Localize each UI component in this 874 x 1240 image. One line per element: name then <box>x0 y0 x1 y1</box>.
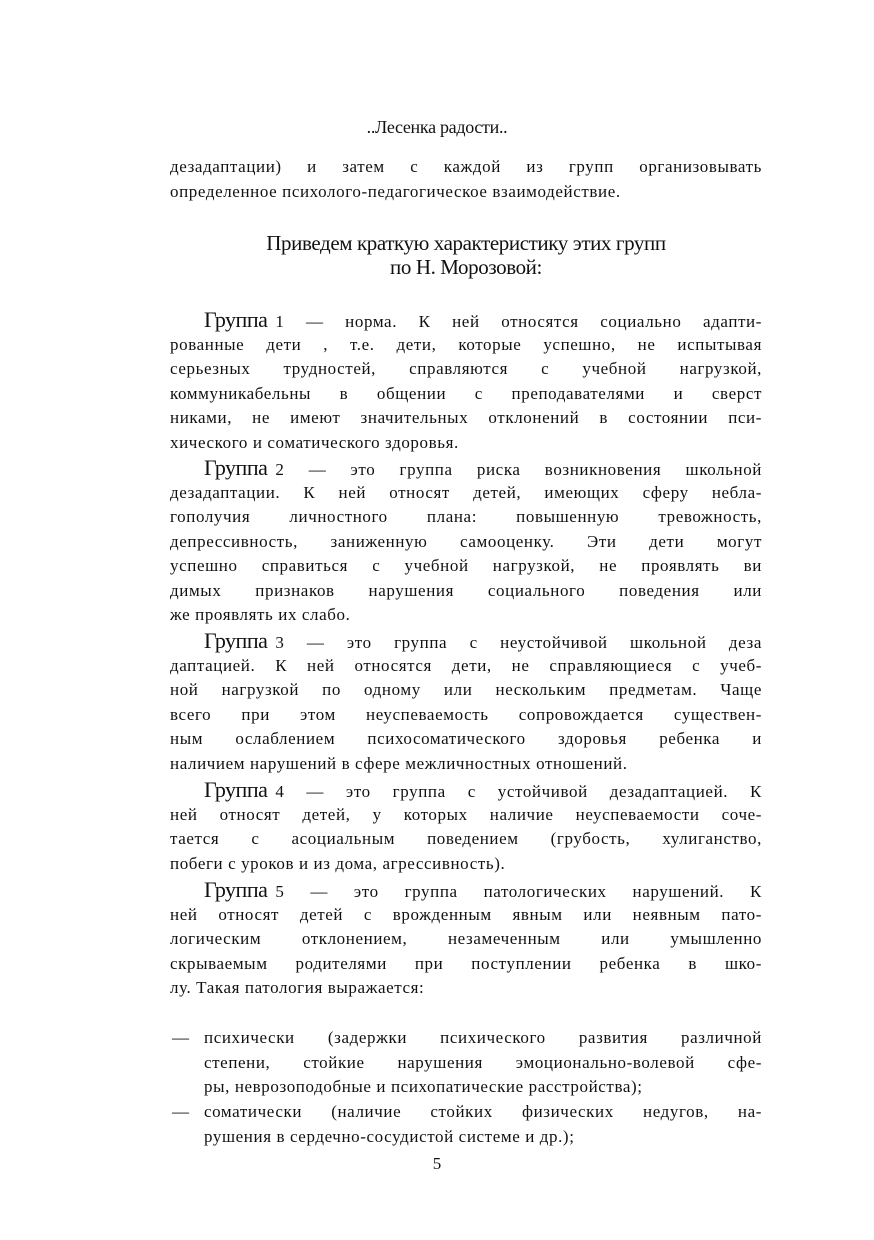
text-line: димых признаков нарушения социального поведения или <box>170 580 762 600</box>
text-line: всего при этом неуспеваемость сопровождается существен- <box>170 704 762 724</box>
text-line: ней относят детей с врожденным явным или неявным пато- <box>170 904 762 924</box>
group-label: Группа <box>204 455 268 480</box>
text-line: же проявлять их слабо. <box>170 605 351 624</box>
text-line: ней относят детей, у которых наличие неуспеваемости соче- <box>170 804 762 824</box>
text-line: побеги с уроков и из дома, агрессивность). <box>170 853 506 873</box>
dash-bullet: — <box>172 1102 189 1121</box>
text-line: соматически (наличие стойких физических недугов, на- <box>204 1102 762 1121</box>
text-line <box>170 778 762 803</box>
text-line: степени, стойкие нарушения эмоционально-волевой сфе- <box>204 1052 762 1072</box>
text-fragment: 1 — норма. К ней относятся социально адапти- <box>275 312 762 331</box>
group-label: Группа <box>204 777 268 802</box>
text-line: рованные дети , т.е. дети, которые успешно, не испытывая <box>170 334 762 354</box>
section-heading <box>170 231 762 279</box>
text-line: коммуникабельны в общении с преподавателями и сверст <box>170 383 762 403</box>
group-paragraph-4 <box>170 778 762 876</box>
text-fragment: 3 — это группа с неустойчивой школьной деза <box>275 633 762 652</box>
text-line: даптацией. К ней относятся дети, не справляющиеся с учеб- <box>170 655 762 675</box>
list-item <box>170 1100 762 1149</box>
list-item <box>170 1026 762 1100</box>
dash-bullet: — <box>172 1028 189 1047</box>
text-fragment: 2 — это группа риска возникновения школьной <box>275 460 762 479</box>
text-fragment: 5 — это группа патологических нарушений. К <box>275 882 762 901</box>
text-line: дезадаптации) и затем с каждой из групп организовывать <box>170 157 762 176</box>
running-header: ..Лесенка радости.. <box>366 117 508 137</box>
text-line: хического и соматического здоровья. <box>170 432 459 452</box>
text-line: определенное психолого-педагогическое взаимодействие. <box>170 181 621 201</box>
text-line: ной нагрузкой по одному или нескольким предметам. Чаще <box>170 680 762 699</box>
text-line: никами, не имеют значительных отклонений в состоянии пси- <box>170 408 762 427</box>
page-number: 5 <box>432 1154 442 1173</box>
text-line: психически (задержки психического развития различной <box>204 1028 762 1047</box>
text-line: успешно справиться с учебной нагрузкой, не проявлять ви <box>170 556 762 575</box>
text-fragment: 4 — это группа с устойчивой дезадаптацией. К <box>275 782 762 801</box>
text-line <box>170 308 762 333</box>
group-label: Группа <box>204 307 268 332</box>
group-label: Группа <box>204 628 268 653</box>
group-paragraph-3 <box>170 629 762 776</box>
text-line: скрываемым родителями при поступлении ребенка в шко- <box>170 953 762 973</box>
group-paragraph-2 <box>170 456 762 628</box>
text-line: ным ослаблением психосоматического здоровья ребенка и <box>170 729 762 748</box>
text-line <box>170 456 762 481</box>
text-line: дезадаптации. К ней относят детей, имеющих сферу небла- <box>170 482 762 502</box>
intro-paragraph <box>170 155 762 204</box>
text-line: наличием нарушений в сфере межличностных отношений. <box>170 753 628 773</box>
heading-line: Приведем краткую характеристику этих групп <box>266 231 666 255</box>
text-line: лу. Такая патология выражается: <box>170 978 425 997</box>
text-line: логическим отклонением, незамеченным или умышленно <box>170 929 762 948</box>
text-line <box>170 629 762 654</box>
group-paragraph-5 <box>170 878 762 1001</box>
text-line: гополучия личностного плана: повышенную тревожность, <box>170 507 762 526</box>
text-line: ры, неврозоподобные и психопатические расстройства); <box>204 1077 643 1096</box>
text-line: рушения в сердечно-сосудистой системе и др.); <box>204 1126 575 1146</box>
text-line <box>170 878 762 903</box>
text-line: депрессивность, заниженную самооценку. Эти дети могут <box>170 531 762 551</box>
text-line: тается с асоциальным поведением (грубость, хулиганство, <box>170 829 762 848</box>
heading-line: по Н. Морозовой: <box>390 255 542 279</box>
text-line: серьезных трудностей, справляются с учебной нагрузкой, <box>170 359 762 378</box>
group-paragraph-1 <box>170 308 762 455</box>
group-label: Группа <box>204 877 268 902</box>
